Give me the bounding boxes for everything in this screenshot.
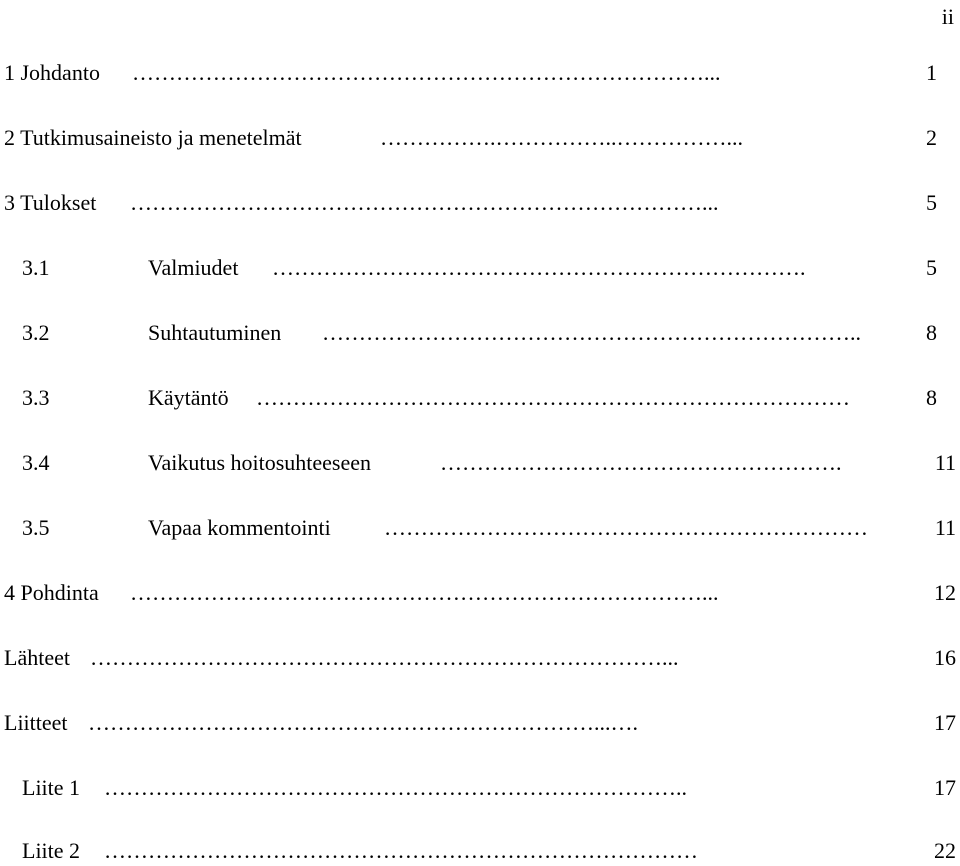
toc-entry-title: Liite 2 [22,838,81,863]
toc-entry-suhtautuminen[interactable] [0,318,960,348]
toc-leader: ……………………………………………………………………... [130,580,719,605]
toc-entry-title: Valmiudet [148,255,239,280]
toc-leader: …………………………………………………………………….. [104,775,687,800]
toc-entry-page: 5 [926,255,937,280]
toc-entry-page: 12 [934,580,956,605]
toc-entry-page: 1 [926,60,937,85]
toc-entry-page: 22 [934,838,956,863]
toc-entry-number: 3.2 [22,320,50,345]
toc-entry-page: 17 [934,710,956,735]
toc-entry-number: 3.3 [22,385,50,410]
toc-entry-number: 3.4 [22,450,50,475]
toc-entry-title: Liite 1 [22,775,81,800]
toc-entry-page: 5 [926,190,937,215]
toc-entry-kaytanto[interactable] [0,383,960,413]
toc-leader: ………………………………………………. [440,450,842,475]
toc-leader: …………….……………..……………... [380,125,743,150]
toc-leader: ……………………………………………………………………... [90,645,679,670]
toc-entry-title: Käytäntö [148,385,229,410]
toc-entry-page: 8 [926,385,937,410]
toc-leader: ………………………………………………………… [384,515,868,540]
toc-entry-liite-2[interactable] [0,836,960,866]
toc-entry-johdanto[interactable] [0,58,960,88]
toc-entry-page: 16 [934,645,956,670]
toc-leader: ……………………………………………………………………… [104,838,698,863]
page-number: ii [941,4,954,29]
toc-leader: ………………………………………………………………. [272,255,806,280]
toc-leader: ……………………………………………………………………... [130,190,719,215]
toc-entry-title: Liitteet [4,710,68,735]
toc-entry-page: 2 [926,125,937,150]
toc-entry-number: 3.1 [22,255,50,280]
toc-leader: ……………………………………………………………...…. [88,710,638,735]
toc-leader: ……………………………………………………………………... [132,60,721,85]
toc-entry-page: 17 [934,775,956,800]
toc-entry-liite-1[interactable] [0,773,960,803]
toc-entry-lahteet[interactable] [0,643,960,673]
toc-entry-page: 8 [926,320,937,345]
toc-entry-title: 3 Tulokset [4,190,97,215]
toc-entry-title: Lähteet [4,645,70,670]
toc-entry-pohdinta[interactable] [0,578,960,608]
toc-entry-title: 1 Johdanto [4,60,100,85]
toc-entry-valmiudet[interactable] [0,253,960,283]
toc-entry-vapaa-kommentointi[interactable] [0,513,960,543]
toc-entry-title: Suhtautuminen [148,320,282,345]
toc-leader: ……………………………………………………………………… [256,385,850,410]
toc-entry-title: 2 Tutkimusaineisto ja menetelmät [4,125,302,150]
toc-leader: ……………………………………………………………….. [322,320,861,345]
toc-entry-liitteet[interactable] [0,708,960,738]
toc-entry-page: 11 [934,450,956,475]
toc-entry-vaikutus[interactable] [0,448,960,478]
toc-entry-tutkimusaineisto[interactable] [0,123,960,153]
toc-entry-title: 4 Pohdinta [4,580,99,605]
toc-entry-tulokset[interactable] [0,188,960,218]
toc-entry-number: 3.5 [22,515,50,540]
toc-entry-title: Vaikutus hoitosuhteeseen [148,450,372,475]
toc-entry-title: Vapaa kommentointi [148,515,331,540]
toc-entry-page: 11 [934,515,956,540]
